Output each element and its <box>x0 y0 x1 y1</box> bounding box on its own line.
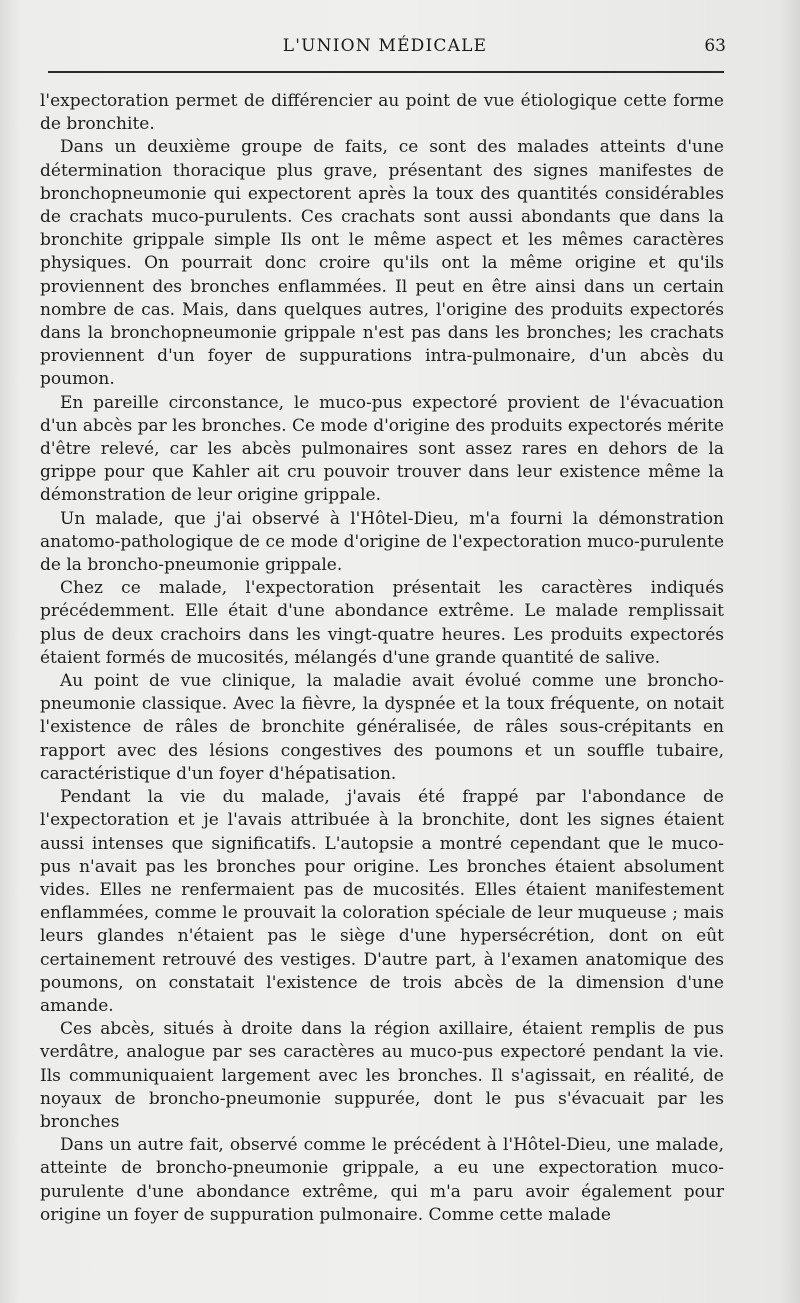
paragraph: Chez ce malade, l'expectoration présentait les caractères indiqués précédemment. Elle était d'une abondance extrême. Le malade remplissait plus de deux crachoirs dans les vingt-quatre heures. Les produits expectorés étaient formés de mucosités, mélangés d'une grande quantité de salive. <box>40 578 724 668</box>
paragraph: En pareille circonstance, le muco-pus expectoré provient de l'évacuation d'un abcès par les bronches. Ce mode d'origine des produits expectorés mérite d'être relevé, car les abcès pulmonaires sont assez rares en dehors de la grippe pour que Kahler ait cru pouvoir trouver dans leur existence même la démonstration de leur origine grippale. <box>40 392 724 506</box>
page-number: 63 <box>704 36 726 56</box>
paragraph: Pendant la vie du malade, j'avais été frappé par l'abondance de l'expectoration et je l'avais attribuée à la bronchite, dont les signes étaient aussi intenses que significatifs. L'autopsie a montré cependant que le muco-pus n'avait pas les bronches pour origine. Les bronches étaient absolument vides. Elles ne renfermaient pas de mucosités. Elles étaient manifestement enflammées, comme le prouvait la coloration spéciale de leur muqueuse ; mais leurs glandes n'étaient pas le siège d'une hypersécrétion, dont on eût certainement retrouvé des vestiges. D'autre part, à l'examen anatomique des poumons, on constatait l'existence de trois abcès de la dimension d'une amande. <box>40 787 724 1016</box>
paragraph: Un malade, que j'ai observé à l'Hôtel-Dieu, m'a fourni la démonstration anatomo-pathologique de ce mode d'origine de l'expectoration muco-purulente de la broncho-pneumonie grippale. <box>40 508 724 576</box>
paragraph: Dans un deuxième groupe de faits, ce sont des malades atteints d'une détermination thoracique plus grave, présentant des signes manifestes de bronchopneumonie qui expectorent après la toux des quantités considérables de crachats muco-purulents. Ces crachats sont aussi abondants que dans la bronchite grippale simple Ils ont le même aspect et les mêmes caractères physiques. On pourrait donc croire qu'ils ont la même origine et qu'ils proviennent des bronches enflammées. Il peut en être ainsi dans un certain nombre de cas. Mais, dans quelques autres, l'origine des produits expectorés dans la bronchopneumonie grippale n'est pas dans les bronches; les crachats proviennent d'un foyer de suppurations intra-pulmonaire, d'un abcès du poumon. <box>40 137 724 390</box>
header-rule <box>48 71 724 73</box>
paragraph: Au point de vue clinique, la maladie avait évolué comme une broncho-pneumonie classique. Avec la fièvre, la dyspnée et la toux fréquente, on notait l'existence de râles de bronchite généralisée, de râles sous-crépitants en rapport avec des lésions congestives des poumons et un souffle tubaire, caractéristique d'un foyer d'hépatisation. <box>40 671 724 784</box>
running-title: L'UNION MÉDICALE <box>282 36 488 56</box>
paragraph: l'expectoration permet de différencier au point de vue étiologique cette forme de bronchite. <box>40 91 724 135</box>
paragraph: Dans un autre fait, observé comme le précédent à l'Hôtel-Dieu, une malade, atteinte de broncho-pneumonie grippale, a eu une expectoration muco-purulente d'une abondance extrême, qui m'a paru avoir également pour origine un foyer de suppuration pulmonaire. Comme cette malade <box>40 1135 724 1225</box>
page-header <box>40 30 730 70</box>
paragraph: Ces abcès, situés à droite dans la région axillaire, étaient remplis de pus verdâtre, analogue par ses caractères au muco-pus expectoré pendant la vie. Ils communiquaient largement avec les bronches. Il s'agissait, en réalité, de noyaux de broncho-pneumonie suppurée, dont le pus s'évacuait par les bronches <box>40 1019 724 1132</box>
body-text <box>40 90 724 1227</box>
